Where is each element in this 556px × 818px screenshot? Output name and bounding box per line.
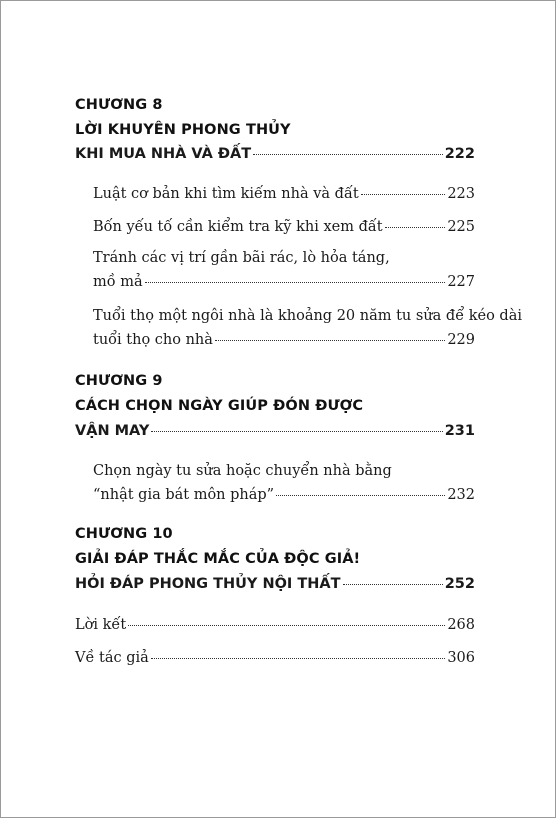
chapter-8-title-line: LỜI KHUYÊN PHONG THỦY	[75, 122, 291, 138]
entry-title: Về tác giả	[75, 650, 149, 666]
page-number: 268	[447, 617, 475, 633]
toc-entry[interactable]	[93, 485, 475, 505]
page-number: 223	[447, 186, 475, 202]
dot-leader	[253, 154, 443, 155]
entry-title-last-line: mồ mả	[93, 274, 143, 290]
dot-leader	[151, 658, 446, 659]
entry-title: Bốn yếu tố cần kiểm tra kỹ khi xem đất	[93, 219, 383, 235]
page-number: 222	[444, 146, 475, 162]
entry-title-line: Tránh các vị trí gần bãi rác, lò hỏa táng,	[93, 250, 390, 266]
chapter-8-number: CHƯƠNG 8	[75, 97, 163, 113]
entry-title-line: Tuổi thọ một ngôi nhà là khoảng 20 năm tu sửa để kéo dài	[93, 308, 522, 324]
chapter-10-number: CHƯƠNG 10	[75, 526, 173, 542]
entry-title: Lời kết	[75, 617, 127, 633]
chapter-9-title-line: CÁCH CHỌN NGÀY GIÚP ĐÓN ĐƯỢC	[75, 398, 364, 414]
chapter-10-title-line: GIẢI ĐÁP THẮC MẮC CỦA ĐỘC GIẢ!	[75, 551, 361, 567]
page-number: 229	[447, 332, 475, 348]
page-number: 227	[447, 274, 475, 290]
dot-leader	[361, 194, 446, 195]
toc-entry[interactable]	[93, 272, 475, 292]
entry-title: Luật cơ bản khi tìm kiếm nhà và đất	[93, 186, 359, 202]
toc-entry-about-author[interactable]	[75, 648, 475, 668]
chapter-9-number: CHƯƠNG 9	[75, 373, 163, 389]
entry-title-last-line: “nhật gia bát môn pháp”	[93, 487, 275, 503]
page-number: 232	[447, 487, 475, 503]
entry-title-last-line: tuổi thọ cho nhà	[93, 332, 213, 348]
toc-entry[interactable]	[93, 184, 475, 204]
entry-title-line: Chọn ngày tu sửa hoặc chuyển nhà bằng	[93, 463, 392, 479]
chapter-9-title-entry[interactable]	[75, 421, 475, 441]
page-number: 306	[447, 650, 475, 666]
chapter-10-title-last-line: HỎI ĐÁP PHONG THỦY NỘI THẤT	[75, 576, 341, 592]
dot-leader	[215, 340, 445, 341]
toc-entry[interactable]	[93, 330, 475, 350]
page-number: 225	[447, 219, 475, 235]
dot-leader	[128, 625, 445, 626]
dot-leader	[145, 282, 446, 283]
chapter-9-title-last-line: VẬN MAY	[75, 423, 150, 439]
dot-leader	[276, 495, 445, 496]
dot-leader	[151, 431, 442, 432]
chapter-8-title-entry[interactable]	[75, 144, 475, 164]
page-number: 252	[444, 576, 475, 592]
dot-leader	[385, 227, 446, 228]
toc-entry[interactable]	[93, 217, 475, 237]
chapter-10-title-entry[interactable]	[75, 574, 475, 594]
chapter-8-title-last-line: KHI MUA NHÀ VÀ ĐẤT	[75, 146, 252, 162]
page-number: 231	[444, 423, 475, 439]
toc-entry-afterword[interactable]	[75, 615, 475, 635]
dot-leader	[343, 584, 443, 585]
